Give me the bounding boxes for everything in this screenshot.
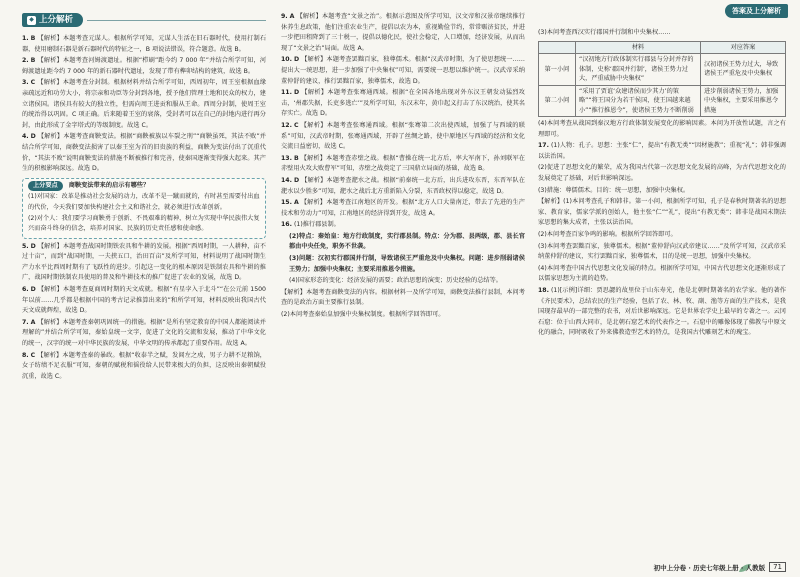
answer-item	[538, 230, 786, 241]
answer-item	[281, 88, 525, 120]
answer-list	[22, 34, 266, 175]
item-text: (2)本问考查百家争鸣的影响。根据所学回答即可。	[538, 231, 677, 239]
item-answer: D	[293, 89, 300, 97]
item-number: 9.	[281, 13, 288, 20]
item-text: 【解析】本题考查“文景之治”。根据示意图及所学可知，汉文帝和汉景帝继续推行休养生息政策，他们注重农业生产，提倡以农为本，重视勤俭节约，常常赈济贫民，并进一步把田租降到了三十税一，提倡以德化民，使社会稳定，人口增加，经济发展，从而出现了“文景之治”局面。故选 A。	[281, 13, 525, 52]
item-text: 【解析】(1)本问考查孔子和韩非。第一小问，根据所学可知，孔子是春秋时期著名的思想家、教育家，儒家学派的创始人，他主张“仁”“礼”，提出“有教无类”；韩非是战国末期法家思想的集大成者，主张以法治国。	[538, 198, 786, 227]
item-text: 【解析】本题考查罢黜百家，独尊儒术。根据“汉武帝时期，为了使思想统一……提出大一统思想，进一步加强了中央集权”可知，需要统一思想以维护统一。汉武帝采纳董仲舒的建议，推行罢黜百家，独尊儒术，故选 D。	[281, 56, 525, 85]
item-number: 17.	[538, 142, 549, 150]
item-answer: C	[30, 351, 36, 359]
item-text: 【解析】本题考查分封制。根据材料并结合所学可知，西周初年，周王室根据血缘亲疏远近和功劳大小，将宗亲和功臣等分封到各地，授予他们管理土地和民众的权力，建立诸侯国。诸侯具有较大的独立性，但需向周王进贡和服从王命。西周分封制，使周王室的统治得以巩固。C 项正确。后来随着王室的衰落，受封者可以在自己的封地内进行再分封，由此形成了金字塔式的等级制度。故选 C。	[22, 79, 266, 129]
answer-item	[538, 119, 786, 140]
tips-question: 商鞅变法带来的启示有哪些？	[68, 181, 150, 189]
item-number: 2.	[22, 57, 29, 65]
answer-sublist	[281, 232, 525, 287]
item-answer: D	[30, 242, 36, 250]
item-answer: D	[30, 133, 36, 141]
item-text: (4)本问考查中国古代思想文化发展的特点。根据所学可知，中国古代思想文化逐渐形成了以儒家思想为主流的趋势。	[538, 264, 786, 283]
answer-item	[22, 318, 266, 350]
section-title: 上分解析	[39, 14, 74, 25]
item-number: 3.	[22, 79, 29, 87]
page-top-label	[725, 4, 788, 18]
tips-point: (2)对个人：我们要学习商鞅勇于创新、不畏艰难的精神，树立为实现中华民族伟大复兴而奋斗终身的信念，培养对国家、民族的历史责任感和使命感。	[28, 214, 260, 233]
item-number: 16.	[281, 221, 292, 229]
item-text: 【解析】本题考查商鞅变法。根据“商鞅被族以车裂之刑”“商鞅虽死，其法不败”并结合所学可知，商鞅变法损害了以秦王室为首的旧贵族的利益，商鞅为变法付出了沉重代价，“其法不败”说明商鞅变法的措施不断被推行和完善，使秦国逐渐变得强大起来。其产生的积极影响深远。故选 D。	[22, 133, 266, 173]
item-text: 【解析】本题考查夏商周时期的天文成就。根据“有星孛入于北斗”“在公元前 1500 年以前……几乎都是根据中国的考古记录推算出来的”和所学可知，材料反映出我国古代天文成就辉煌，故选 D。	[22, 286, 266, 315]
table-header: 材料	[576, 41, 701, 54]
row-answer: 汉初诸侯王势力过大，导致诸侯王严重危及中央集权	[701, 54, 786, 86]
item-number: 12.	[281, 121, 292, 129]
item-text: 【解析】本题考查秦朝巩固统一的措施。根据“是所有坚定教育的中国人都能阅读并理解的”并结合所学可知，秦始皇统一文字，促进了文化的交流和发展，推动了中华文化的统一，汉字的统一对中华民族的发展，中华文明的传承都起了重要作用。故选 A。	[22, 318, 266, 348]
item-text: 【解析】本题考查赤壁之战。根据“曹操在统一北方后，率大军南下，孙刘联军在赤壁用火攻大败曹军”可知，赤壁之战奠定了三国鼎立局面的基础，故选 B。	[281, 154, 525, 173]
answer-item	[281, 12, 525, 54]
answer-list	[281, 288, 525, 321]
answer-item	[281, 55, 525, 87]
answer-item	[538, 197, 786, 229]
answer-intro: (3)本问考查西汉实行郡国并行制和中央集权……	[538, 29, 671, 36]
item-number: 10.	[281, 56, 292, 64]
answer-item	[281, 288, 525, 309]
item-answer: C	[30, 79, 36, 87]
section-header	[22, 12, 266, 28]
item-text: 【解析】本题考查淝水之战。根据“前秦统一北方后，出兵进攻东晋，东晋军队在淝水以少胜多”可知，淝水之战后北方重新陷入分裂，东晋政权得以稳定，故选 D。	[281, 176, 525, 195]
row-label: 第二小问	[539, 85, 576, 117]
answer-list	[281, 12, 525, 231]
answer-item	[538, 242, 786, 263]
answer-item	[538, 186, 786, 197]
table-row	[539, 54, 786, 86]
tips-point: (1)对国家：改革是推动社会发展的动力，改革不是一蹴而就的，有时甚至需要付出血的代价，今天我们要加快构建社会主义和谐社会，就必须进行改革创新。	[28, 193, 260, 211]
item-text: 【解析】本题考查河姆渡遗址。根据“栉刷”距今约 7 000 年”并结合所学可知，河姆渡遗址距今约 7 000 年的新石器时代遗址，发现了带有榫卯结构的建筑，故选 B。	[22, 57, 266, 75]
item-text: (2)本问考查秦始皇加强中央集权制度。根据所学回答即可。	[281, 311, 445, 319]
item-text: (4)本问考查从战国到秦汉地方行政体制发展变化的影响因素。本问为开放性试题，言之有理即可。	[538, 120, 786, 138]
answer-subitem: (3)问题：汉初实行郡国并行制，导致诸侯王严重危及中央集权。问题：进步削弱诸侯王势力；加强中央集权；主要采用推恩令措施。	[289, 255, 525, 273]
answer-item	[22, 78, 266, 131]
item-number: 11.	[281, 89, 292, 97]
answer-list	[538, 119, 786, 339]
answer-item	[538, 141, 786, 162]
material-table	[538, 41, 786, 118]
item-text: (3)本问考查罢黜百家，独尊儒术。根据“董仲舒向汉武帝建议……”及所学可知，汉武帝采纳董仲舒的建议，实行罢黜百家，独尊儒术，目的是统一思想，加强中央集权。	[538, 242, 786, 261]
column-2	[281, 12, 525, 555]
item-answer: D	[293, 56, 300, 64]
section-icon: ◆	[27, 16, 36, 25]
answer-item	[22, 242, 266, 284]
item-text: 【解析】本题考查战国时期铁农具和牛耕的发展。根据“西周时期，一人耕种，亩不过十亩”，而到“战国时期，一夫挟五口，治田百亩”及所学可知，材料说明了战国时期生产力水平比西周时期有了飞跃性的进步。引起这一变化的根本原因是铁制农具和牛耕的推广，战国时期铁制农具使用的普及和牛耕技术的推广促进了农业的发展，故选 D。	[22, 242, 266, 282]
item-answer: B	[30, 35, 36, 42]
item-text: (1)人物：孔子。思想：主张“仁”，提出“有教无类”“因材施教”；重视“礼”；韩非强调以法治国。	[538, 142, 786, 160]
item-number: 8.	[22, 351, 29, 359]
item-answer: B	[30, 57, 36, 65]
item-text: 【解析】本题考查张骞通西域。根据“在全国各地出现对外东汉王朝发动猛烈攻击，‘州郡失据，长吏多逃亡’”及所学可知，东汉末年，黄巾起义打击了东汉统治，使其名存实亡。故选 D。	[281, 89, 525, 118]
table-row	[539, 85, 786, 117]
row-material: “汉初地方行政体制实行郡县与分封并存的体制，史称‘郡国并行制’，诸侯王势力过大，严重威胁中央集权”	[576, 54, 701, 86]
answer-item	[22, 351, 266, 383]
row-material: “采用了贾谊‘众建诸侯而少其力’的策略”“将王国分为若干侯国，使王国越来越小”“推行推恩令”，使诸侯王势力不断削弱	[576, 85, 701, 117]
answer-list	[22, 242, 266, 383]
answer-item	[538, 264, 786, 285]
answer-item	[281, 121, 525, 153]
table-header	[539, 41, 576, 54]
row-label: 第一小问	[539, 54, 576, 86]
column-1	[22, 12, 266, 555]
item-number: 14.	[281, 176, 292, 184]
item-answer: D	[30, 286, 36, 294]
item-number: 1.	[22, 35, 29, 42]
item-number: 7.	[22, 318, 29, 326]
section-tag	[22, 13, 83, 28]
item-text: (1)推行郡县制。	[293, 221, 340, 229]
row-answer: 进步削弱诸侯王势力，加强中央集权，主要采用推恩令措施	[701, 85, 786, 117]
tips-box	[22, 178, 266, 239]
item-text: 【解析】本题考查张骞通西域。根据“张骞第二次出使西域，加强了与西域的联系”可知，汉武帝时期，张骞通西域，开辟了丝绸之路，使中原地区与西域的经济和文化交流日益密切，故选 C。	[281, 121, 525, 151]
answer-subitem: (2)特点：秦始皇：地方行政制度，实行郡县制。特点：分为郡、县两级，郡、县长官都由中央任免，职务不世袭。	[289, 232, 525, 251]
item-number: 18.	[538, 287, 549, 294]
answer-item	[281, 154, 525, 175]
item-text: (2)促进了思想文化的繁荣，成为我国古代第一次思想文化发展的高峰，为古代思想文化的发展奠定了基础，对后世影响深远。	[538, 164, 786, 183]
item-number: 15.	[281, 199, 292, 207]
item-number: 5.	[22, 242, 29, 250]
item-number: 13.	[281, 154, 292, 162]
item-text: (1)[示例]详细：贾思勰的故里位于山东寿光，他是北朝时期著名的农学家。他的著作《齐民要术》，总结农民的生产经验，包括了农、林、牧、副、渔等方面的生产技术，是我国现存最早的一部完整的农书，对后世影响深远。它是世界农学史上最早的专著之一。云冈石窟：位于山西大同市，是北朝石窟艺术的代表作之一。石窟中的雕像体现了佛教与中原文化的融合，同时吸收了外来佛教造型艺术的特点，是我国古代雕刻艺术的瑰宝。	[538, 287, 786, 337]
item-answer: A	[30, 318, 36, 326]
page-number: 71	[769, 562, 786, 572]
answer-item	[281, 176, 525, 197]
section-rule	[87, 20, 266, 21]
item-answer: A	[293, 199, 299, 207]
item-answer: A	[289, 13, 295, 20]
answer-item	[22, 132, 266, 174]
column-3	[538, 28, 786, 555]
item-answer: D	[293, 176, 300, 184]
answer-item	[281, 310, 525, 321]
item-text: 【解析】本题考查江南地区的开发。根据“北方人口大量南迁，带去了先进的生产技术和劳动力”可知，江南地区的经济得到开发，故选 A。	[281, 199, 525, 217]
answer-subitem: (4)国家形态的变化：经济发展的需要；政治思想的演变；历史经验的总结等。	[289, 277, 502, 285]
answer-item	[22, 285, 266, 317]
item-text: 【解析】本题考查秦的暴政。根据“收泰半之赋，发闾左之戍，男子力耕不足粮饷，女子纺绩不足衣服”可知，秦朝的赋税和徭役给人民带来极大的负担，这反映出秦朝赋役沉重，故选 C。	[22, 351, 266, 380]
item-number: 4.	[22, 133, 29, 141]
table-header: 对应答案	[701, 41, 786, 54]
item-text: (3)措施：尊儒儒术。目的：统一思想，加强中央集权。	[538, 186, 690, 194]
item-answer: B	[293, 154, 299, 162]
tips-tag: 上分要点	[28, 181, 63, 192]
answer-item	[22, 56, 266, 77]
answer-item	[538, 163, 786, 184]
answer-item	[281, 220, 525, 231]
answer-item	[281, 198, 525, 219]
book-title: 初中上分卷 · 历史七年级上册 · 人教版	[653, 563, 766, 572]
page-footer	[654, 562, 786, 572]
item-answer: C	[293, 121, 299, 129]
item-text: 【解析】本题考查商鞅变法的内容。根据材料一及所学可知，商鞅变法推行县制，本问考查的是政治方面主要推行县制。	[281, 288, 525, 307]
item-number: 6.	[22, 286, 29, 294]
answer-item	[22, 34, 266, 55]
item-text: 【解析】本题考查元谋人。根据所学可知，元谋人生活在旧石器时代，使用打制石器，使用磨制石器是新石器时代的特征之一，B 项说法错误，符合题意。故选 B。	[22, 35, 266, 53]
answer-item	[538, 286, 786, 339]
answer-label: 答案及上分解析	[725, 4, 788, 18]
